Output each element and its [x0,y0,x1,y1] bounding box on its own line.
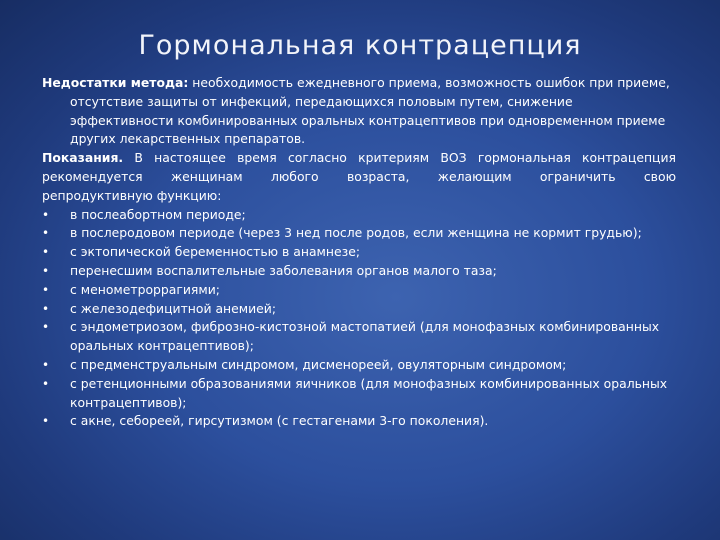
list-item [42,262,676,281]
indications-lead: Показания. [42,150,124,166]
list-item [42,300,676,319]
bullet-icon: • [42,282,50,297]
list-item-text: с эктопической беременностью в анамнезе; [70,244,360,260]
list-item [42,243,676,262]
indications-line-3: репродуктивную функцию: [42,187,222,203]
bullet-icon: • [42,414,50,429]
indications-list [42,206,676,432]
list-item-text: с эндометриозом, фиброзно-кистозной мастопатией (для монофазных комбинированных оральных контрацептивов); [70,319,660,354]
bullet-icon: • [42,226,50,241]
bullet-icon: • [42,207,50,222]
indications-line-2: рекомендуется женщинам любого возраста, желающим ограничить свою [42,168,676,184]
list-item-text: в послеродовом периоде (через 3 нед после родов, если женщина не кормит грудью); [70,225,642,241]
list-item [42,412,676,431]
list-item [42,318,676,356]
list-item-text: с железодефицитной анемией; [70,300,277,316]
list-item-text: перенесшим воспалительные заболевания органов малого таза; [70,262,497,278]
list-item [42,356,676,375]
list-item [42,281,676,300]
disadvantages-lead: Недостатки метода: [42,75,189,90]
bullet-icon: • [42,263,50,278]
bullet-icon: • [42,301,50,316]
bullet-icon: • [42,357,50,372]
list-item [42,206,676,225]
indications-text-1: В настоящее время согласно критериям ВОЗ гормональная контрацепция [123,150,676,166]
indications-line-1 [42,149,676,168]
indications-paragraph [42,149,676,205]
list-item-text: с предменструальным синдромом, дисменореей, овуляторным синдромом; [70,356,567,372]
bullet-icon: • [42,320,50,335]
list-item [42,224,676,243]
list-item-text: с менометроррагиями; [70,281,220,297]
disadvantages-text: необходимость ежедневного приема, возможность ошибок при приеме, отсутствие защиты от инфекций, передающихся половым путем, снижение эффективности комбинированных оральных контрацептивов при одновременном приеме других лекарственных препаратов. [70,75,670,147]
list-item [42,375,676,413]
list-item-text: в послеабортном периоде; [70,206,246,222]
disadvantages-paragraph [42,74,676,149]
slide-title: Гормональная контрацепция [138,30,582,61]
slide-body [42,74,676,431]
bullet-icon: • [42,376,50,391]
list-item-text: с акне, себореей, гирсутизмом (с гестагенами 3-го поколения). [70,413,489,429]
list-item-text: с ретенционными образованиями яичников (для монофазных комбинированных оральных контрацептивов); [70,375,668,410]
bullet-icon: • [42,245,50,260]
